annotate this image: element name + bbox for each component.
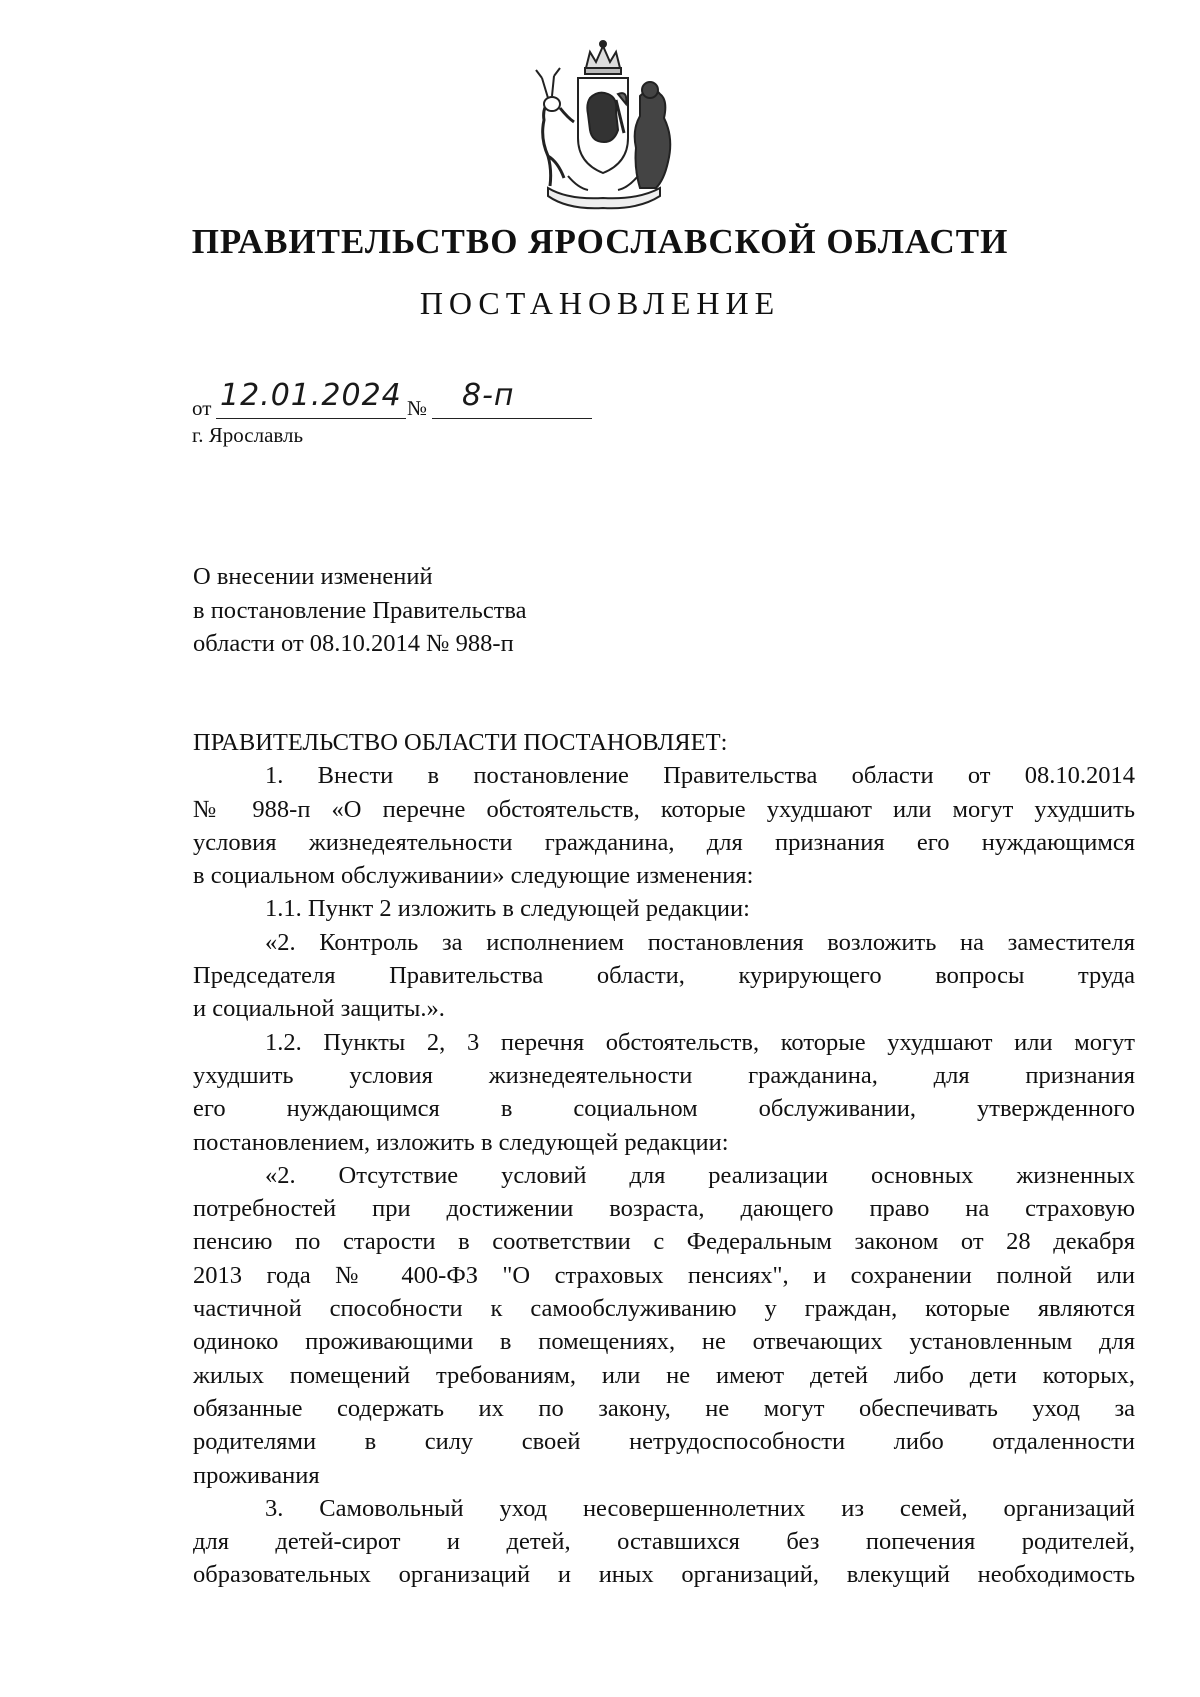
city: г. Ярославль [192,423,304,447]
body-line: условия жизнедеятельности гражданина, для признания его нуждающимся [193,828,1135,856]
body-line: 1. Внести в постановление Правительства области от 08.10.2014 [265,762,1135,790]
date-underline [216,418,406,419]
body-line: его нуждающимся в социальном обслуживании, утвержденного [193,1095,1135,1123]
body-line: в социальном обслуживании» следующие изменения: [193,862,754,890]
body-line: образовательных организаций и иных организаций, влекущий необходимость [193,1561,1135,1589]
dateline [192,378,612,422]
body-line: постановлением, изложить в следующей редакции: [193,1128,729,1156]
body-line: 2013 года № 400-ФЗ "О страховых пенсиях", и сохранении полной или [193,1261,1135,1289]
date-label: от [192,396,212,420]
body-line: и социальной защиты.». [193,995,445,1023]
document-type: ПОСТАНОВЛЕНИЕ [419,285,781,321]
handwritten-number: 8-п [462,378,515,413]
number-label: № [407,396,428,420]
body-line: 1.1. Пункт 2 изложить в следующей редакции: [265,895,750,923]
body-line: одиноко проживающими в помещениях, не отвечающих установленным для [193,1328,1135,1356]
subject-line: в постановление Правительства [193,596,527,624]
body-line: родителями в силу своей нетрудоспособности либо отдаленности [193,1428,1135,1456]
handwritten-date: 12.01.2024 [220,378,402,413]
body-line: для детей-сирот и детей, оставшихся без попечения родителей, [193,1528,1135,1556]
body-line: пенсию по старости в соответствии с Федеральным законом от 28 декабря [193,1228,1135,1256]
body-line: Председателя Правительства области, курирующего вопросы труда [193,962,1135,990]
body-line: частичной способности к самообслуживанию у граждан, которые являются [193,1295,1135,1323]
body-line: проживания [193,1461,320,1489]
organization-title: ПРАВИТЕЛЬСТВО ЯРОСЛАВСКОЙ ОБЛАСТИ [191,222,1009,261]
resolution-heading: ПРАВИТЕЛЬСТВО ОБЛАСТИ ПОСТАНОВЛЯЕТ: [193,729,728,756]
body-line: жилых помещений требованиям, или не имеют детей либо дети которых, [193,1361,1135,1389]
yaroslavl-coat-of-arms-icon [528,38,678,216]
subject-line: О внесении изменений [193,563,433,590]
document-body [193,726,1135,1592]
body-line: «2. Контроль за исполнением постановления возложить на заместителя [265,928,1135,956]
document-subject [193,560,527,661]
number-underline [432,418,592,419]
body-line: потребностей при достижении возраста, дающего право на страховую [193,1195,1135,1223]
body-line: 1.2. Пункты 2, 3 перечня обстоятельств, которые ухудшают или могут [265,1028,1135,1056]
body-line: ухудшить условия жизнедеятельности гражданина, для признания [193,1061,1135,1089]
body-line: № 988-п «О перечне обстоятельств, которые ухудшают или могут ухудшить [193,795,1135,823]
subject-line: области от 08.10.2014 № 988-п [193,630,514,657]
body-line: 3. Самовольный уход несовершеннолетних из семей, организаций [265,1494,1135,1522]
body-line: «2. Отсутствие условий для реализации основных жизненных [265,1161,1135,1189]
body-line: обязанные содержать их по закону, не могут обеспечивать уход за [193,1394,1135,1422]
